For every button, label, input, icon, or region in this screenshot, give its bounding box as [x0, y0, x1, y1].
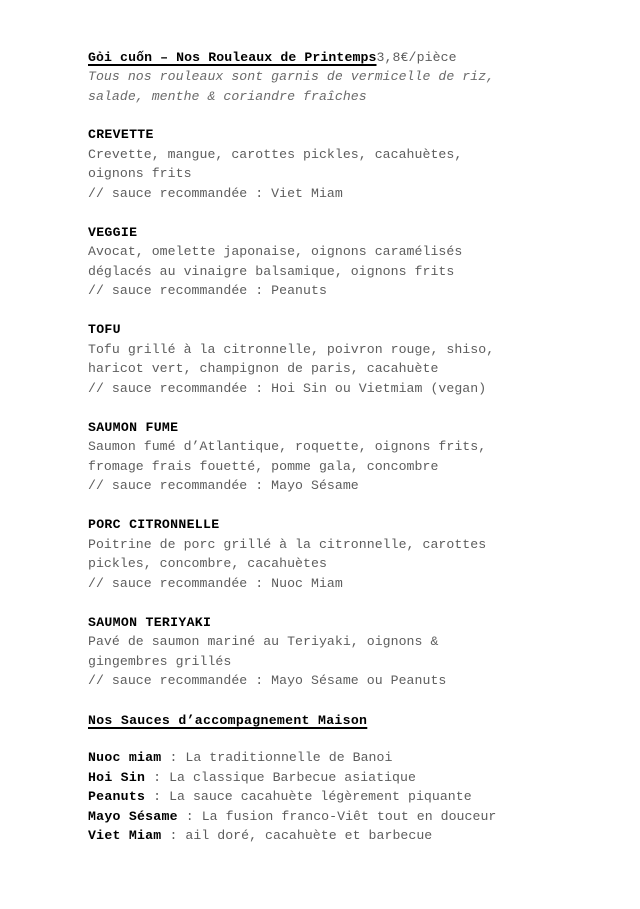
- menu-subtitle: [88, 67, 618, 106]
- menu-item-name: TOFU: [88, 322, 121, 338]
- menu-item-description: [88, 632, 618, 671]
- sauce-separator: :: [177, 808, 202, 824]
- sauce-row: [88, 768, 618, 788]
- menu-item-name: SAUMON TERIYAKI: [88, 614, 212, 630]
- menu-item-sauce-recommendation: // sauce recommandée : Peanuts: [88, 283, 327, 299]
- menu-item-description-line: déglacés au vinaigre balsamique, oignons frits: [88, 263, 455, 279]
- menu-item: [88, 613, 618, 691]
- sauce-row: [88, 826, 618, 846]
- sauce-separator: :: [145, 789, 170, 805]
- menu-item: [88, 418, 618, 496]
- menu-item-description: [88, 437, 618, 476]
- sauce-separator: :: [161, 828, 186, 844]
- menu-item-description: [88, 535, 618, 574]
- sauce-name: Hoi Sin: [88, 769, 146, 785]
- menu-item-description-line: Pavé de saumon mariné au Teriyaki, oignons &: [88, 634, 439, 650]
- menu-item-sauce-recommendation: // sauce recommandée : Mayo Sésame ou Peanuts: [88, 673, 447, 689]
- sauce-row: [88, 807, 618, 827]
- menu-item: [88, 223, 618, 301]
- menu-item-description-line: Poitrine de porc grillé à la citronnelle, carottes: [88, 536, 487, 552]
- menu-item-name: CREVETTE: [88, 127, 154, 143]
- menu-items-list: [88, 125, 618, 691]
- menu-item-description-line: Crevette, mangue, carottes pickles, cacahuètes,: [88, 146, 463, 162]
- menu-item-sauce-recommendation: // sauce recommandée : Viet Miam: [88, 185, 343, 201]
- sauce-separator: :: [161, 750, 186, 766]
- sauce-description: ail doré, cacahuète et barbecue: [185, 828, 433, 844]
- sauce-name: Mayo Sésame: [88, 808, 178, 824]
- menu-item-description-line: Tofu grillé à la citronnelle, poivron rouge, shiso,: [88, 341, 495, 357]
- sauce-row: [88, 748, 618, 768]
- menu-title: Gỏi cuốn – Nos Rouleaux de Printemps: [88, 50, 377, 65]
- sauces-list: [88, 748, 618, 846]
- menu-item-description-line: pickles, concombre, cacahuètes: [88, 556, 327, 572]
- menu-item-sauce-recommendation: // sauce recommandée : Mayo Sésame: [88, 478, 359, 494]
- sauce-description: La fusion franco-Viêt tout en douceur: [201, 808, 497, 824]
- menu-item-description-line: gingembres grillés: [88, 653, 232, 669]
- sauce-description: La classique Barbecue asiatique: [169, 769, 416, 785]
- menu-item-description-line: Avocat, omelette japonaise, oignons caramélisés: [88, 244, 463, 260]
- menu-item-description: [88, 145, 618, 184]
- menu-item-description-line: Saumon fumé d’Atlantique, roquette, oignons frits,: [88, 439, 487, 455]
- menu-subtitle-line: salade, menthe & coriandre fraîches: [88, 88, 367, 104]
- sauce-name: Peanuts: [88, 789, 146, 805]
- menu-item: [88, 515, 618, 593]
- menu-subtitle-line: Tous nos rouleaux sont garnis de vermicelle de riz,: [88, 69, 495, 84]
- menu-item-name: VEGGIE: [88, 224, 138, 240]
- menu-item: [88, 125, 618, 203]
- menu-item-description-line: oignons frits: [88, 166, 192, 182]
- menu-price: 3,8€/pièce: [376, 50, 457, 65]
- menu-item-sauce-recommendation: // sauce recommandée : Hoi Sin ou Vietmiam (vegan): [88, 380, 487, 396]
- sauces-heading-wrapper: [88, 711, 618, 731]
- sauce-separator: :: [145, 769, 170, 785]
- menu-item-name: PORC CITRONNELLE: [88, 517, 220, 533]
- menu-item-description-line: fromage frais fouetté, pomme gala, concombre: [88, 458, 439, 474]
- sauce-description: La traditionnelle de Banoi: [185, 750, 393, 766]
- sauces-heading: Nos Sauces d’accompagnement Maison: [88, 712, 368, 728]
- menu-item-description-line: haricot vert, champignon de paris, cacahuète: [88, 361, 439, 377]
- sauce-name: Nuoc miam: [88, 750, 162, 766]
- sauce-description: La sauce cacahuète légèrement piquante: [169, 789, 472, 805]
- sauce-row: [88, 787, 618, 807]
- menu-item: [88, 320, 618, 398]
- sauce-name: Viet Miam: [88, 828, 162, 844]
- menu-header: [88, 48, 618, 67]
- menu-item-sauce-recommendation: // sauce recommandée : Nuoc Miam: [88, 575, 343, 591]
- menu-item-description: [88, 242, 618, 281]
- sauces-section: [88, 711, 618, 846]
- menu-item-name: SAUMON FUME: [88, 419, 179, 435]
- menu-item-description: [88, 340, 618, 379]
